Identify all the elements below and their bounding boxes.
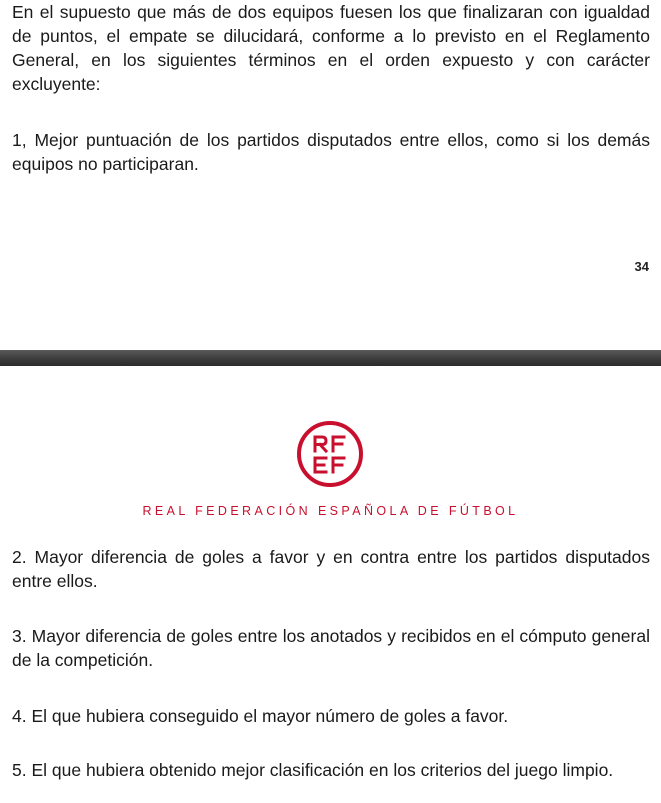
intro-paragraph: En el supuesto que más de dos equipos fuesen los que finalizaran con igualdad de puntos, el empate se dilucidará, conforme a lo previsto en el Reglamento General, en los siguientes términos en el orden expuesto y con carácter excluyente:	[12, 2, 650, 94]
page-number: 34	[634, 259, 649, 274]
criterion-2-paragraph: 2. Mayor diferencia de goles a favor y en contra entre los partidos disputados entre ellos.	[12, 547, 650, 591]
criterion-3-paragraph: 3. Mayor diferencia de goles entre los anotados y recibidos en el cómputo general de la competición.	[12, 626, 650, 670]
criterion-5-paragraph: 5. El que hubiera obtenido mejor clasificación en los criterios del juego limpio.	[12, 760, 614, 780]
federation-name: REAL FEDERACIÓN ESPAÑOLA DE FÚTBOL	[142, 504, 519, 518]
rfef-logo	[296, 420, 364, 488]
page-divider	[0, 350, 661, 366]
criterion-4-paragraph: 4. El que hubiera conseguido el mayor número de goles a favor.	[12, 706, 509, 726]
criterion-1-paragraph: 1, Mejor puntuación de los partidos disputados entre ellos, como si los demás equipos no participaran.	[12, 130, 650, 174]
